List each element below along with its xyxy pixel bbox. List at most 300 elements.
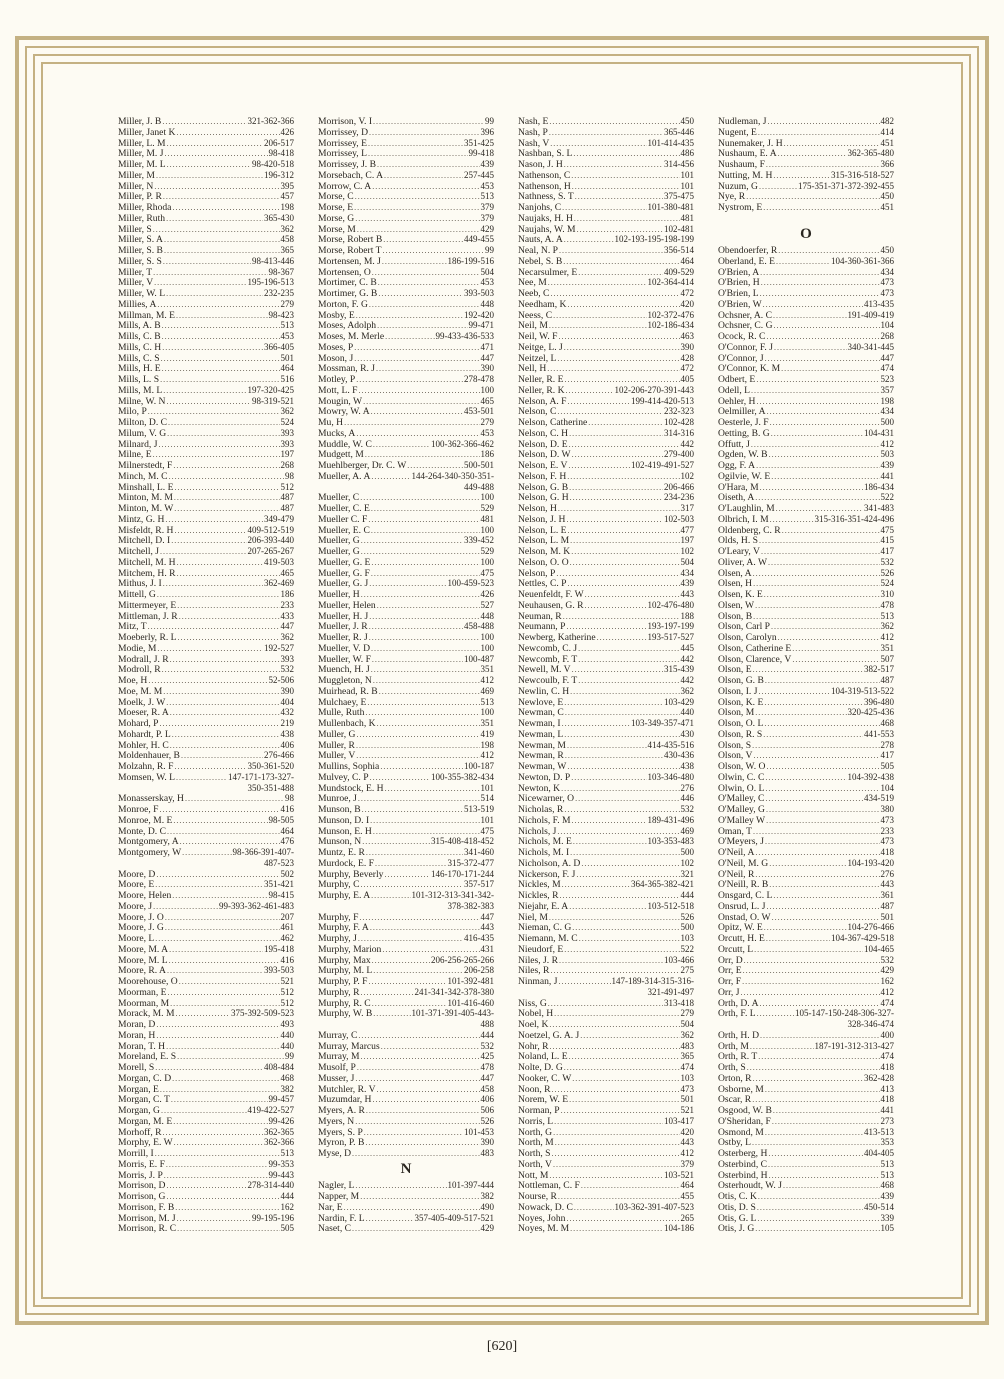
entry-pages: 362-365-480 [847, 148, 894, 159]
entry-name: Nauts, A. A [518, 234, 563, 245]
entry-pages: 472 [680, 363, 694, 374]
entry-pages: 502 [280, 868, 294, 879]
entry-name: Morse, C [318, 191, 354, 202]
entry-pages: 102 [680, 857, 694, 868]
dot-leader [565, 751, 663, 761]
index-entry [518, 471, 694, 482]
entry-name: Murphy, R. C [318, 997, 371, 1009]
entry-name: Nelson, D. E [518, 438, 568, 450]
entry-name: Myers, N [318, 1115, 355, 1127]
index-entry [318, 1094, 494, 1105]
index-entry [118, 471, 294, 482]
dot-leader [564, 805, 679, 815]
dot-leader [757, 1214, 879, 1224]
index-entry [518, 159, 694, 170]
entry-pages: 103-521 [664, 1169, 694, 1180]
dot-leader [567, 741, 647, 751]
index-entry [118, 1148, 294, 1159]
index-entry-continuation [518, 987, 694, 998]
index-entry [118, 245, 294, 256]
index-entry [118, 181, 294, 192]
entry-pages: 453 [280, 331, 294, 341]
entry-pages: 103-417 [664, 1115, 694, 1126]
entry-pages: 207-265-267 [247, 546, 294, 556]
dot-leader [177, 1214, 251, 1224]
index-entry [518, 783, 694, 794]
entry-pages: 101-392-481 [447, 976, 494, 986]
entry-name: Nagler, L [318, 1180, 355, 1191]
dot-leader [369, 977, 447, 987]
dot-leader [761, 547, 880, 557]
entry-pages: 474 [680, 1062, 694, 1072]
entry-name: Mueller, C [318, 492, 360, 503]
dot-leader [368, 139, 463, 149]
entry-pages: 187-191-312-313-427 [814, 1040, 894, 1051]
entry-pages: 317 [680, 503, 694, 513]
index-entry [718, 847, 894, 858]
entry-name: Nathenson, H [518, 180, 571, 192]
entry-pages: 279 [480, 417, 494, 427]
dot-leader [170, 708, 280, 718]
entry-pages: 198 [280, 202, 294, 212]
entry-name: Olson, Clarence, V [718, 653, 792, 665]
index-entry [118, 202, 294, 213]
dot-leader [366, 848, 463, 858]
entry-pages: 416 [280, 804, 294, 814]
index-entry [118, 664, 294, 675]
entry-name: Nelson, F. H [518, 470, 567, 482]
entry-pages: 98-366-391-407- [232, 847, 294, 857]
index-entry [318, 170, 494, 181]
entry-pages: 440 [280, 1040, 294, 1051]
entry-name: Orr, J [718, 986, 740, 998]
entry-pages: 101-414-435 [647, 137, 694, 148]
entry-name: Mowry, W. A [318, 406, 370, 417]
entry-pages: 362-428 [864, 1072, 894, 1083]
dot-leader [763, 203, 879, 213]
index-entry [518, 1073, 694, 1084]
index-entry [718, 1062, 894, 1073]
index-entry [518, 1148, 694, 1159]
dot-leader [765, 784, 879, 794]
entry-pages: 102-476-480 [647, 599, 694, 610]
index-entry [318, 718, 494, 729]
entry-pages: 453 [480, 277, 494, 288]
entry-name: Moeberly, R. L [118, 632, 177, 643]
entry-name: Miller, Ruth [118, 212, 166, 224]
entry-pages: 418 [880, 1094, 894, 1105]
entry-name: Muller, R [318, 739, 355, 751]
entry-name: Olson, G. B [718, 675, 764, 686]
index-entry [118, 772, 294, 783]
entry-name: Olds, H. S [718, 535, 758, 546]
dot-leader [559, 956, 663, 966]
index-entry [718, 320, 894, 331]
index-entry [318, 1030, 494, 1041]
dot-leader [355, 1074, 479, 1084]
entry-pages: 430 [680, 728, 694, 739]
entry-name: Murphy, P. F [318, 976, 368, 987]
index-entry [718, 901, 894, 912]
dot-leader [753, 569, 880, 579]
entry-pages: 162 [280, 1201, 294, 1212]
entry-pages: 417 [880, 750, 894, 761]
entry-pages: 451 [880, 202, 894, 212]
entry-pages: 103-362-391-407-523 [614, 1201, 694, 1212]
index-entry [518, 148, 694, 159]
entry-name: Nar, E [318, 1201, 343, 1213]
dot-leader [372, 999, 447, 1009]
dot-leader [572, 450, 663, 460]
entry-name: Mohler, H. C [118, 739, 169, 751]
dot-leader [157, 590, 280, 600]
index-entry [318, 1213, 494, 1224]
dot-leader [766, 934, 830, 944]
entry-pages: 488 [480, 1019, 494, 1029]
index-entry [118, 826, 294, 837]
index-entry [518, 718, 694, 729]
entry-name: Morris, J. P [118, 1169, 163, 1181]
entry-name: O'Malley W [718, 814, 766, 826]
entry-pages: 102-364-414 [647, 277, 694, 288]
entry-name: Napper, M [318, 1191, 360, 1202]
dot-leader [768, 1149, 863, 1159]
dot-leader [376, 364, 479, 374]
dot-leader [371, 472, 410, 482]
index-entry [118, 697, 294, 708]
index-entry [518, 428, 694, 439]
index-entry [318, 815, 494, 826]
entry-name: Mitchell, M. H [118, 556, 176, 568]
entry-pages: 321-362-366 [247, 116, 294, 126]
dot-leader [773, 311, 847, 321]
dot-leader [378, 289, 463, 299]
entry-pages: 104-360-361-366 [831, 255, 894, 266]
index-entry [118, 589, 294, 600]
entry-pages: 99-433-436-533 [435, 331, 494, 341]
entry-name: Mueller, E. C [318, 524, 370, 536]
entry-pages: 339 [880, 1212, 894, 1223]
index-entry [318, 965, 494, 976]
entry-pages: 103-346-480 [647, 771, 694, 782]
dot-leader [782, 526, 880, 536]
entry-pages: 390 [680, 341, 694, 352]
index-entry [318, 890, 494, 901]
dot-leader [372, 182, 479, 192]
index-entry [318, 750, 494, 761]
index-entry [718, 879, 894, 890]
dot-leader [740, 988, 879, 998]
entry-name: Motley, P [318, 374, 356, 385]
entry-name: Miller, V [118, 277, 154, 288]
dot-leader [367, 698, 479, 708]
entry-pages: 257-445 [464, 169, 494, 180]
entry-pages: 487-523 [264, 857, 294, 868]
index-entry [518, 761, 694, 772]
entry-pages: 98-423 [268, 309, 294, 320]
dot-leader [566, 386, 614, 396]
index-entry [518, 890, 694, 901]
dot-leader [578, 644, 679, 654]
entry-pages: 487 [880, 900, 894, 911]
entry-name: O'Brien, L [718, 288, 759, 299]
dot-leader [765, 1085, 880, 1095]
index-entry [118, 492, 294, 503]
entry-pages: 500 [680, 922, 694, 933]
index-entry [318, 159, 494, 170]
entry-name: Ogilvie, W. E [718, 470, 771, 482]
index-entry [118, 116, 294, 127]
dot-leader [783, 1181, 880, 1191]
entry-pages: 453-501 [464, 406, 494, 417]
index-entry [518, 879, 694, 890]
dot-leader [369, 612, 479, 622]
entry-pages: 99-471 [468, 320, 494, 331]
dot-leader [172, 730, 280, 740]
entry-pages: 450 [680, 116, 694, 126]
entry-pages: 232-323 [664, 406, 694, 417]
entry-name: O'Connor, J [718, 352, 764, 364]
index-entry [718, 1073, 894, 1084]
entry-pages: 487 [880, 675, 894, 685]
index-entry [318, 256, 494, 267]
entry-pages: 196-312 [264, 169, 294, 180]
entry-pages: 100-459-523 [447, 578, 494, 589]
dot-leader [176, 773, 227, 783]
entry-name: Mittleman, J. R [118, 610, 178, 622]
dot-leader [167, 827, 280, 837]
entry-name: Newman, M [518, 739, 566, 751]
dot-leader [564, 730, 679, 740]
index-entry [518, 202, 694, 213]
entry-name: Mittell, G [118, 589, 156, 600]
dot-leader [766, 160, 880, 170]
dot-leader [770, 418, 880, 428]
dot-leader [558, 1192, 680, 1202]
dot-leader [558, 504, 680, 514]
dot-leader [773, 171, 830, 181]
index-entry [118, 804, 294, 815]
index-entry [518, 654, 694, 665]
dot-leader [765, 1128, 863, 1138]
index-entry [718, 1137, 894, 1148]
dot-leader [558, 332, 679, 342]
entry-pages: 426 [280, 126, 294, 137]
entry-pages: 104-276-466 [847, 922, 894, 933]
entry-name: Nooker, C. W [518, 1072, 572, 1084]
dot-leader [168, 988, 280, 998]
dot-leader [770, 515, 814, 525]
entry-pages: 447 [480, 911, 494, 922]
entry-name: Murphy, Max [318, 954, 371, 966]
index-entry [318, 224, 494, 235]
index-entry [118, 740, 294, 751]
index-entry [318, 514, 494, 525]
index-entry [318, 826, 494, 837]
index-entry [518, 1019, 694, 1030]
entry-name: Orr, D [718, 954, 743, 966]
entry-name: Neil, M [518, 320, 548, 331]
dot-leader [373, 676, 480, 686]
entry-name: Millman, M. E [118, 309, 176, 321]
dot-leader [751, 386, 880, 396]
index-entry [718, 363, 894, 374]
index-entry [518, 707, 694, 718]
dot-leader [354, 354, 479, 364]
index-entry [118, 686, 294, 697]
index-entry [518, 353, 694, 364]
entry-pages: 447 [480, 352, 494, 363]
entry-name: Olson, Carl P [718, 621, 770, 632]
dot-leader [757, 1009, 794, 1019]
dot-leader [157, 300, 279, 310]
entry-name: Nashban, S. L [518, 148, 573, 159]
index-entry [318, 912, 494, 923]
index-entry [718, 245, 894, 256]
dot-leader [165, 923, 280, 933]
entry-name: O'Brien, A [718, 266, 760, 278]
entry-name: Olson, S [718, 739, 752, 751]
entry-pages: 426 [480, 589, 494, 599]
entry-pages: 478 [880, 599, 894, 610]
entry-pages: 504 [680, 1019, 694, 1029]
entry-pages: 444 [680, 890, 694, 900]
entry-pages: 102-481 [664, 223, 694, 234]
index-entry [118, 729, 294, 740]
entry-name: Olson, O. L [718, 718, 764, 729]
index-entry [118, 912, 294, 923]
entry-name: Minshall, L. E [118, 481, 174, 493]
entry-name: Ochsner, A. C [718, 309, 772, 321]
entry-name: Newman, C [518, 707, 564, 718]
entry-pages: 473 [880, 277, 894, 288]
entry-pages: 375-475 [664, 191, 694, 202]
dot-leader [366, 1106, 480, 1116]
entry-name: Mortensen, M. J [318, 255, 381, 267]
entry-name: O'Brien, H [718, 277, 760, 288]
entry-pages: 475 [480, 567, 494, 578]
entry-name: Niel, M [518, 911, 548, 923]
index-entry [318, 342, 494, 353]
index-entry [718, 1159, 894, 1170]
index-entry [518, 1062, 694, 1073]
entry-pages: 514 [480, 793, 494, 804]
index-entry [718, 568, 894, 579]
index-entry [718, 772, 894, 783]
entry-name: Nohr, R [518, 1040, 549, 1052]
index-entry [118, 600, 294, 611]
dot-leader [164, 149, 267, 159]
dot-leader [164, 1171, 268, 1181]
entry-name: Mueller, G. J [318, 578, 369, 589]
entry-name: Myers, A. R [318, 1105, 365, 1116]
dot-leader [356, 751, 479, 761]
dot-leader [585, 601, 647, 611]
dot-leader [548, 999, 663, 1009]
entry-pages: 357 [880, 384, 894, 395]
dot-leader [567, 472, 679, 482]
entry-name: Mueller, J. R [318, 621, 368, 632]
dot-leader [564, 343, 680, 353]
section-letter-heading: O [800, 225, 812, 242]
entry-pages: 362 [880, 621, 894, 632]
entry-pages: 455 [680, 1191, 694, 1201]
entry-pages: 513-519 [464, 804, 494, 814]
dot-leader [756, 461, 879, 471]
entry-name: Morris, E. F [118, 1158, 165, 1170]
dot-leader [742, 977, 879, 987]
entry-pages: 408-484 [264, 1062, 294, 1072]
entry-name: Molzahn, R. F [118, 761, 174, 772]
dot-leader [355, 192, 480, 202]
entry-pages: 476 [280, 836, 294, 847]
dot-leader [744, 956, 880, 966]
entry-pages: 362-469 [264, 578, 294, 589]
dot-leader [773, 1106, 880, 1116]
entry-name: Mueller, H [318, 589, 360, 600]
entry-pages: 433 [280, 610, 294, 621]
dot-leader [169, 956, 280, 966]
entry-pages: 101 [680, 169, 694, 180]
entry-name: Nash, V [518, 137, 550, 149]
entry-name: Murphy, F. A [318, 922, 369, 933]
index-entry [718, 729, 894, 740]
dot-leader [356, 741, 480, 751]
entry-pages: 406 [280, 739, 294, 750]
dot-leader [352, 1149, 479, 1159]
entry-name: Murphy, W. B [318, 1008, 373, 1019]
dot-leader [550, 139, 646, 149]
entry-pages: 52-506 [268, 675, 294, 685]
dot-leader [562, 880, 630, 890]
index-entry [718, 374, 894, 385]
entry-pages: 219 [280, 718, 294, 728]
index-entry [118, 869, 294, 880]
entry-name: Mortensen, O [318, 266, 371, 278]
entry-name: Modroll, R [118, 664, 161, 675]
entry-pages: 443 [480, 922, 494, 933]
index-entry [118, 1084, 294, 1095]
entry-name: Nottleman, C. F [518, 1180, 580, 1191]
entry-name: Opitz, W. E [718, 922, 763, 933]
dot-leader [767, 407, 880, 417]
entry-name: Olsen, H [718, 578, 753, 589]
entry-pages: 439 [880, 1191, 894, 1201]
entry-name: Olson, B [718, 610, 753, 622]
entry-name: Osmond, M [718, 1126, 764, 1138]
dot-leader [550, 289, 679, 299]
index-entry [718, 482, 894, 493]
entry-pages: 186 [480, 449, 494, 460]
dot-leader [371, 526, 480, 536]
entry-pages: 445 [680, 642, 694, 653]
index-entry [118, 643, 294, 654]
dot-leader [361, 536, 463, 546]
index-entry [718, 815, 894, 826]
dot-leader [383, 246, 484, 256]
index-entry [318, 1084, 494, 1095]
entry-pages: 393 [280, 653, 294, 664]
entry-name: Moelk, J. W [118, 696, 166, 708]
entry-name: Olson, Carolyn [718, 632, 777, 643]
entry-pages: 529 [480, 503, 494, 513]
entry-name: Morgan, M. E [118, 1115, 173, 1127]
entry-pages: 475 [480, 825, 494, 836]
entry-pages: 420 [680, 298, 694, 309]
index-entry [718, 191, 894, 202]
entry-name: Orth, D. A [718, 997, 759, 1009]
entry-pages: 500 [880, 417, 894, 427]
